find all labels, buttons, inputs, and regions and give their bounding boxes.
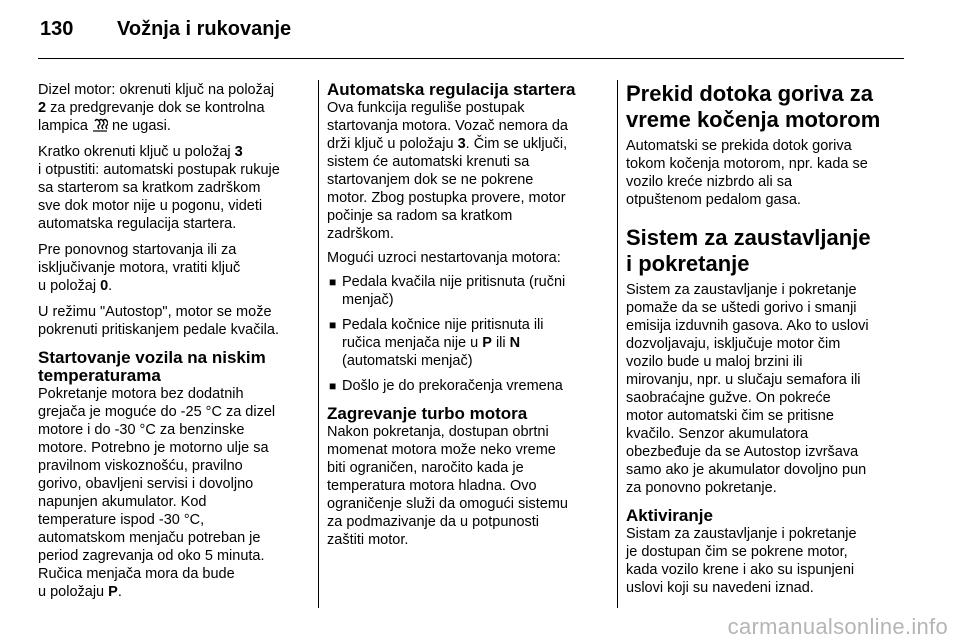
paragraph-starter-regulation: Ova funkcija reguliše postupak startovanja motora. Vozač nemora da drži ključ u položaju 3. Čim se uključi, sistem će automatski krenuti sa startovanjem dok se ne pokrene motor. Zbog postupka provere, motor počinje sa radom sa kratkom zadrškom. [327, 100, 568, 242]
key-position-3: 3 [457, 136, 466, 152]
header-rule [38, 58, 904, 59]
key-position-p: P [108, 584, 118, 600]
key-position-2: 2 [38, 100, 47, 116]
heading-low-temperature: Startovanje vozila na niskim temperaturama [38, 348, 266, 385]
list-item: ■ Pedala kvačila nije pritisnuta (ručni menjač) [329, 274, 566, 308]
heading-turbo-warmup: Zagrevanje turbo motora [327, 404, 528, 423]
bullet-icon: ■ [329, 379, 337, 393]
watermark: carmanualsonline.info [727, 614, 948, 639]
column-divider-left [318, 80, 319, 608]
bullet-icon: ■ [329, 275, 337, 289]
paragraph-autostop: U režimu "Autostop", motor se može pokrenuti pritiskanjem pedale kvačila. [38, 304, 279, 338]
paragraph-low-temperature: Pokretanje motora bez dodatnih grejača je moguće do -25 °C za dizel motore i do -30 °C za benzinske motore. Potrebno je motorno ulje sa pravilnom viskoznošću, pravilno gorivo, obavljeni servisi i dovoljno napunjen akumulator. Kod temperature ispod -30 °C, automatskom menjaču potreban je period zagrevanja od oko 5 minuta. Ručica menjača mora da bude u položaju P. [38, 386, 276, 600]
list-item: ■ Pedala kočnice nije pritisnuta ili ručica menjača nije u P ili N (automatski menjač) [329, 317, 544, 369]
column-3 [626, 81, 916, 605]
list-item: ■ Došlo je do prekoračenja vremena [329, 378, 563, 394]
paragraph-causes: Mogući uzroci nestartovanja motora: [327, 250, 561, 266]
glow-plug-icon [92, 118, 108, 132]
paragraph-turbo-warmup: Nakon pokretanja, dostupan obrtni momenat motora može neko vreme biti ograničen, naročito kada je temperatura motora hladna. Ovo ograničenje služi da omogući sistemu za podmazivanje da u potpunosti zaštiti motor. [327, 424, 568, 548]
heading-stop-start-system: Sistem za zaustavljanje i pokretanje [626, 225, 871, 276]
paragraph-fuel-cutoff: Automatski se prekida dotok goriva tokom kočenja motorom, npr. kada se vozilo kreće nizbrdo ali sa otpuštenom pedalom gasa. [626, 138, 868, 208]
paragraph-activation: Sistam za zaustavljanje i pokretanje je dostupan čim se pokrene motor, kada vozilo krene i ako su ispunjeni uslovi koji su navedeni iznad. [626, 526, 857, 596]
heading-starter-regulation: Automatska regulacija startera [327, 80, 576, 99]
paragraph-restart: Pre ponovnog startovanja ili za isključivanje motora, vratiti ključ u položaj 0. [38, 242, 241, 294]
paragraph-diesel-preheat: Dizel motor: okrenuti ključ na položaj 2 za predgrevanje dok se kontrolna lampica ne ugasi. [38, 82, 275, 134]
column-divider-right [617, 80, 618, 608]
paragraph-stop-start-system: Sistem za zaustavljanje i pokretanje pomaže da se uštedi gorivo i smanji emisija izduvnih gasova. Ako to uslovi dozvoljavaju, isključuje motor čim vozilo bude u maloj brzini ili mirovanju, npr. u slučaju semafora ili saobraćajne gužve. On pokreće motor automatski čim se pritisne kvačilo. Senzor akumulatora obezbeđuje da se Autostop izvršava samo ako je akumulator dovoljno pun za ponovno pokretanje. [626, 282, 869, 496]
key-position-3: 3 [234, 144, 243, 160]
column-2 [327, 81, 607, 557]
page-number: 130 [40, 18, 74, 40]
heading-activation: Aktiviranje [626, 506, 713, 525]
key-position-0: 0 [100, 278, 109, 294]
heading-fuel-cutoff: Prekid dotoka goriva za vreme kočenja motorom [626, 81, 881, 132]
causes-list [327, 273, 607, 395]
page-title: Vožnja i rukovanje [117, 18, 292, 40]
column-1 [38, 81, 310, 609]
paragraph-starter: Kratko okrenuti ključ u položaj 3 i otpustiti: automatski postupak rukuje sa starterom sa kratkom zadrškom sve dok motor nije u pogonu, videti automatska regulacija startera. [38, 144, 280, 232]
bullet-icon: ■ [329, 318, 337, 332]
